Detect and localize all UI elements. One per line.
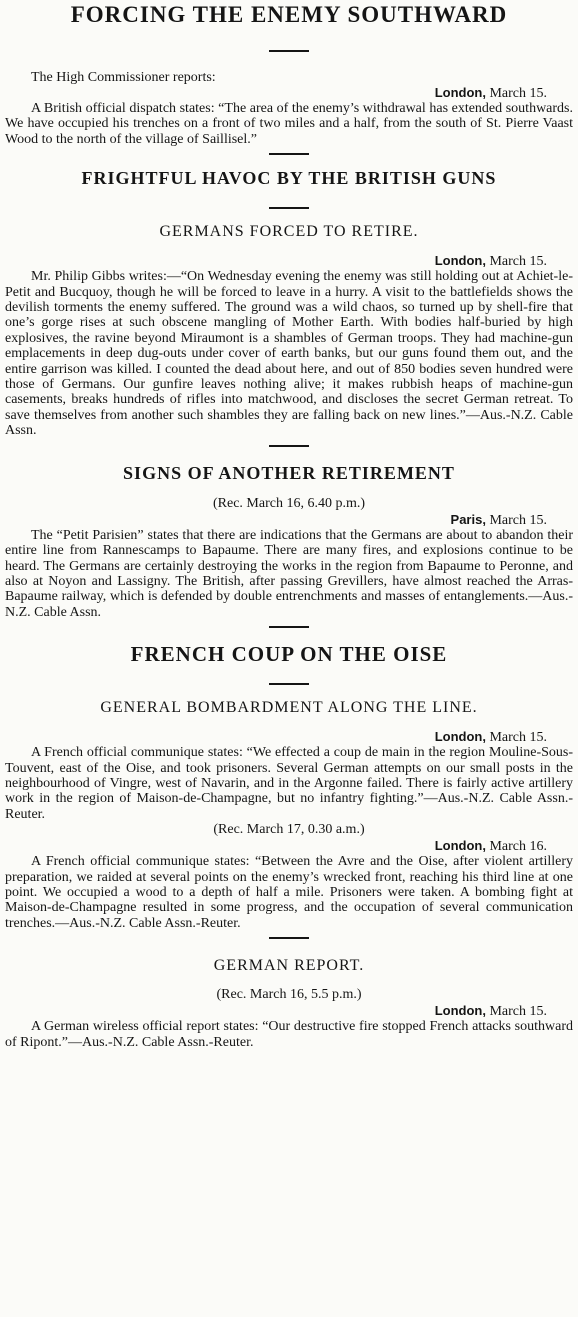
article-body: A French official communique states: “We effected a coup de main in the region Mouline-Sous-Touvent, east of the Oise, and took prisoners. Several German attempts on our small posts in the neighbourhood of Vingre, west of Navarin, and in the Argonne failed. There is fairly active artillery work in the region of Maison-de-Champagne, but no infantry fighting.”—Aus.-N.Z. Cable Assn.-Reuter.: [5, 745, 573, 822]
article-french-coup: [5, 642, 573, 939]
dateline-date: March 15.: [489, 86, 547, 101]
article-body: The “Petit Parisien” states that there are indications that the Germans are about to abandon their entire line from Rannescamps to Bapaume. There are many fires, and explosions continue to be heard. The Germans are certainly destroying the works in the region from Bapaume to Peronne, and also at Noyon and Lassigny. The British, after passing Grevillers, have almost reached the Arras-Bapaume railway, which is defended by double entrenchments and masses of entanglements.—Aus.-N.Z. Cable Assn.: [5, 527, 573, 620]
divider-rule: [269, 683, 309, 685]
subheadline: GERMANS FORCED TO RETIRE.: [159, 223, 419, 241]
received-time: (Rec. March 16, 6.40 p.m.): [212, 495, 366, 511]
dateline-date: March 15.: [489, 254, 547, 270]
dateline-place: London,: [434, 85, 486, 100]
dateline-date: March 16.: [489, 839, 547, 855]
dateline: [5, 85, 573, 101]
dateline: [5, 729, 573, 745]
dateline-place: London,: [434, 253, 486, 269]
dateline-place: London,: [434, 838, 486, 854]
article-german-report: [5, 957, 573, 1050]
headline: FORCING THE ENEMY SOUTHWARD: [70, 2, 508, 27]
headline: SIGNS OF ANOTHER RETIREMENT: [123, 462, 455, 483]
divider-rule: [269, 937, 309, 939]
dateline: [5, 512, 573, 528]
article-body: Mr. Philip Gibbs writes:—“On Wednesday evening the enemy was still holding out at Achiet-le-Petit and Bucquoy, though he will be forced to leave in a hurry. A visit to the battlefields shows the devilish torments the enemy suffered. The ground was a wild chaos, so turned up by shell-fire that one’s gorge rises at such obscene mangling of Mother Earth. With bodies half-buried by high explosives, the ravine beyond Miraumont is a shambles of German troops. They had machine-gun emplacements in deep dug-outs under cover of earth banks, but our guns found them out, and the entire garrison was killed. I counted the dead about here, and out of 850 bodies seven hundred were those of Germans. Our gunfire leaves nothing alive; it makes rubbish heaps of machine-gun casements, breaks hundreds of rifles into matchwood, and discloses the secret German retreat. To save themselves from another such shambles they are falling back on new lines.”—Aus.-N.Z. Cable Assn.: [5, 269, 573, 439]
received-time: (Rec. March 17, 0.30 a.m.): [213, 822, 365, 838]
divider-rule: [269, 153, 309, 155]
article-frightful-havoc: [5, 168, 573, 446]
divider-rule: [269, 626, 309, 628]
article-body: A German wireless official report states: “Our destructive fire stopped French attacks southward of Ripont.”—Aus.-N.Z. Cable Assn.-Reuter.: [5, 1019, 573, 1050]
dateline-date: March 15.: [489, 1004, 547, 1020]
subheadline: GERMAN REPORT.: [213, 957, 365, 975]
article-forcing-enemy: [5, 2, 573, 155]
headline: FRIGHTFUL HAVOC BY THE BRITISH GUNS: [81, 168, 497, 189]
subheadline: GENERAL BOMBARDMENT ALONG THE LINE.: [100, 699, 478, 717]
dateline: [5, 253, 573, 269]
dateline-place: London,: [434, 729, 486, 745]
newspaper-page: [0, 2, 578, 1317]
dateline: [5, 838, 573, 854]
article-body: A British official dispatch states: “The area of the enemy’s withdrawal has extended southwards. We have occupied his trenches on a front of two miles and a half, from the south of St. Pierre Vaast Wood to the north of the village of Saillisel.”: [5, 101, 573, 147]
headline: FRENCH COUP ON THE OISE: [130, 642, 448, 667]
divider-rule: [269, 445, 309, 447]
article-body: A French official communique states: “Between the Avre and the Oise, after violent artillery preparation, we raided at several points on the enemy’s wrecked front, reaching his third line at one point. We occupied a wood to a depth of half a mile. Prisoners were taken. A bombing fight at Maison-de-Champagne resulted in some progress, and the occupation of several communication trenches.—Aus.-N.Z. Cable Assn.-Reuter.: [5, 854, 573, 931]
divider-rule: [269, 50, 309, 52]
received-time: (Rec. March 16, 5.5 p.m.): [216, 987, 362, 1003]
dateline-place: London,: [434, 1003, 486, 1019]
divider-rule: [269, 207, 309, 209]
dateline: [5, 1003, 573, 1019]
article-signs-retirement: [5, 463, 573, 628]
dateline-place: Paris,: [450, 511, 486, 527]
dateline-date: March 15.: [489, 730, 547, 746]
dateline-date: March 15.: [489, 512, 547, 528]
intro-line: The High Commissioner reports:: [31, 70, 216, 85]
